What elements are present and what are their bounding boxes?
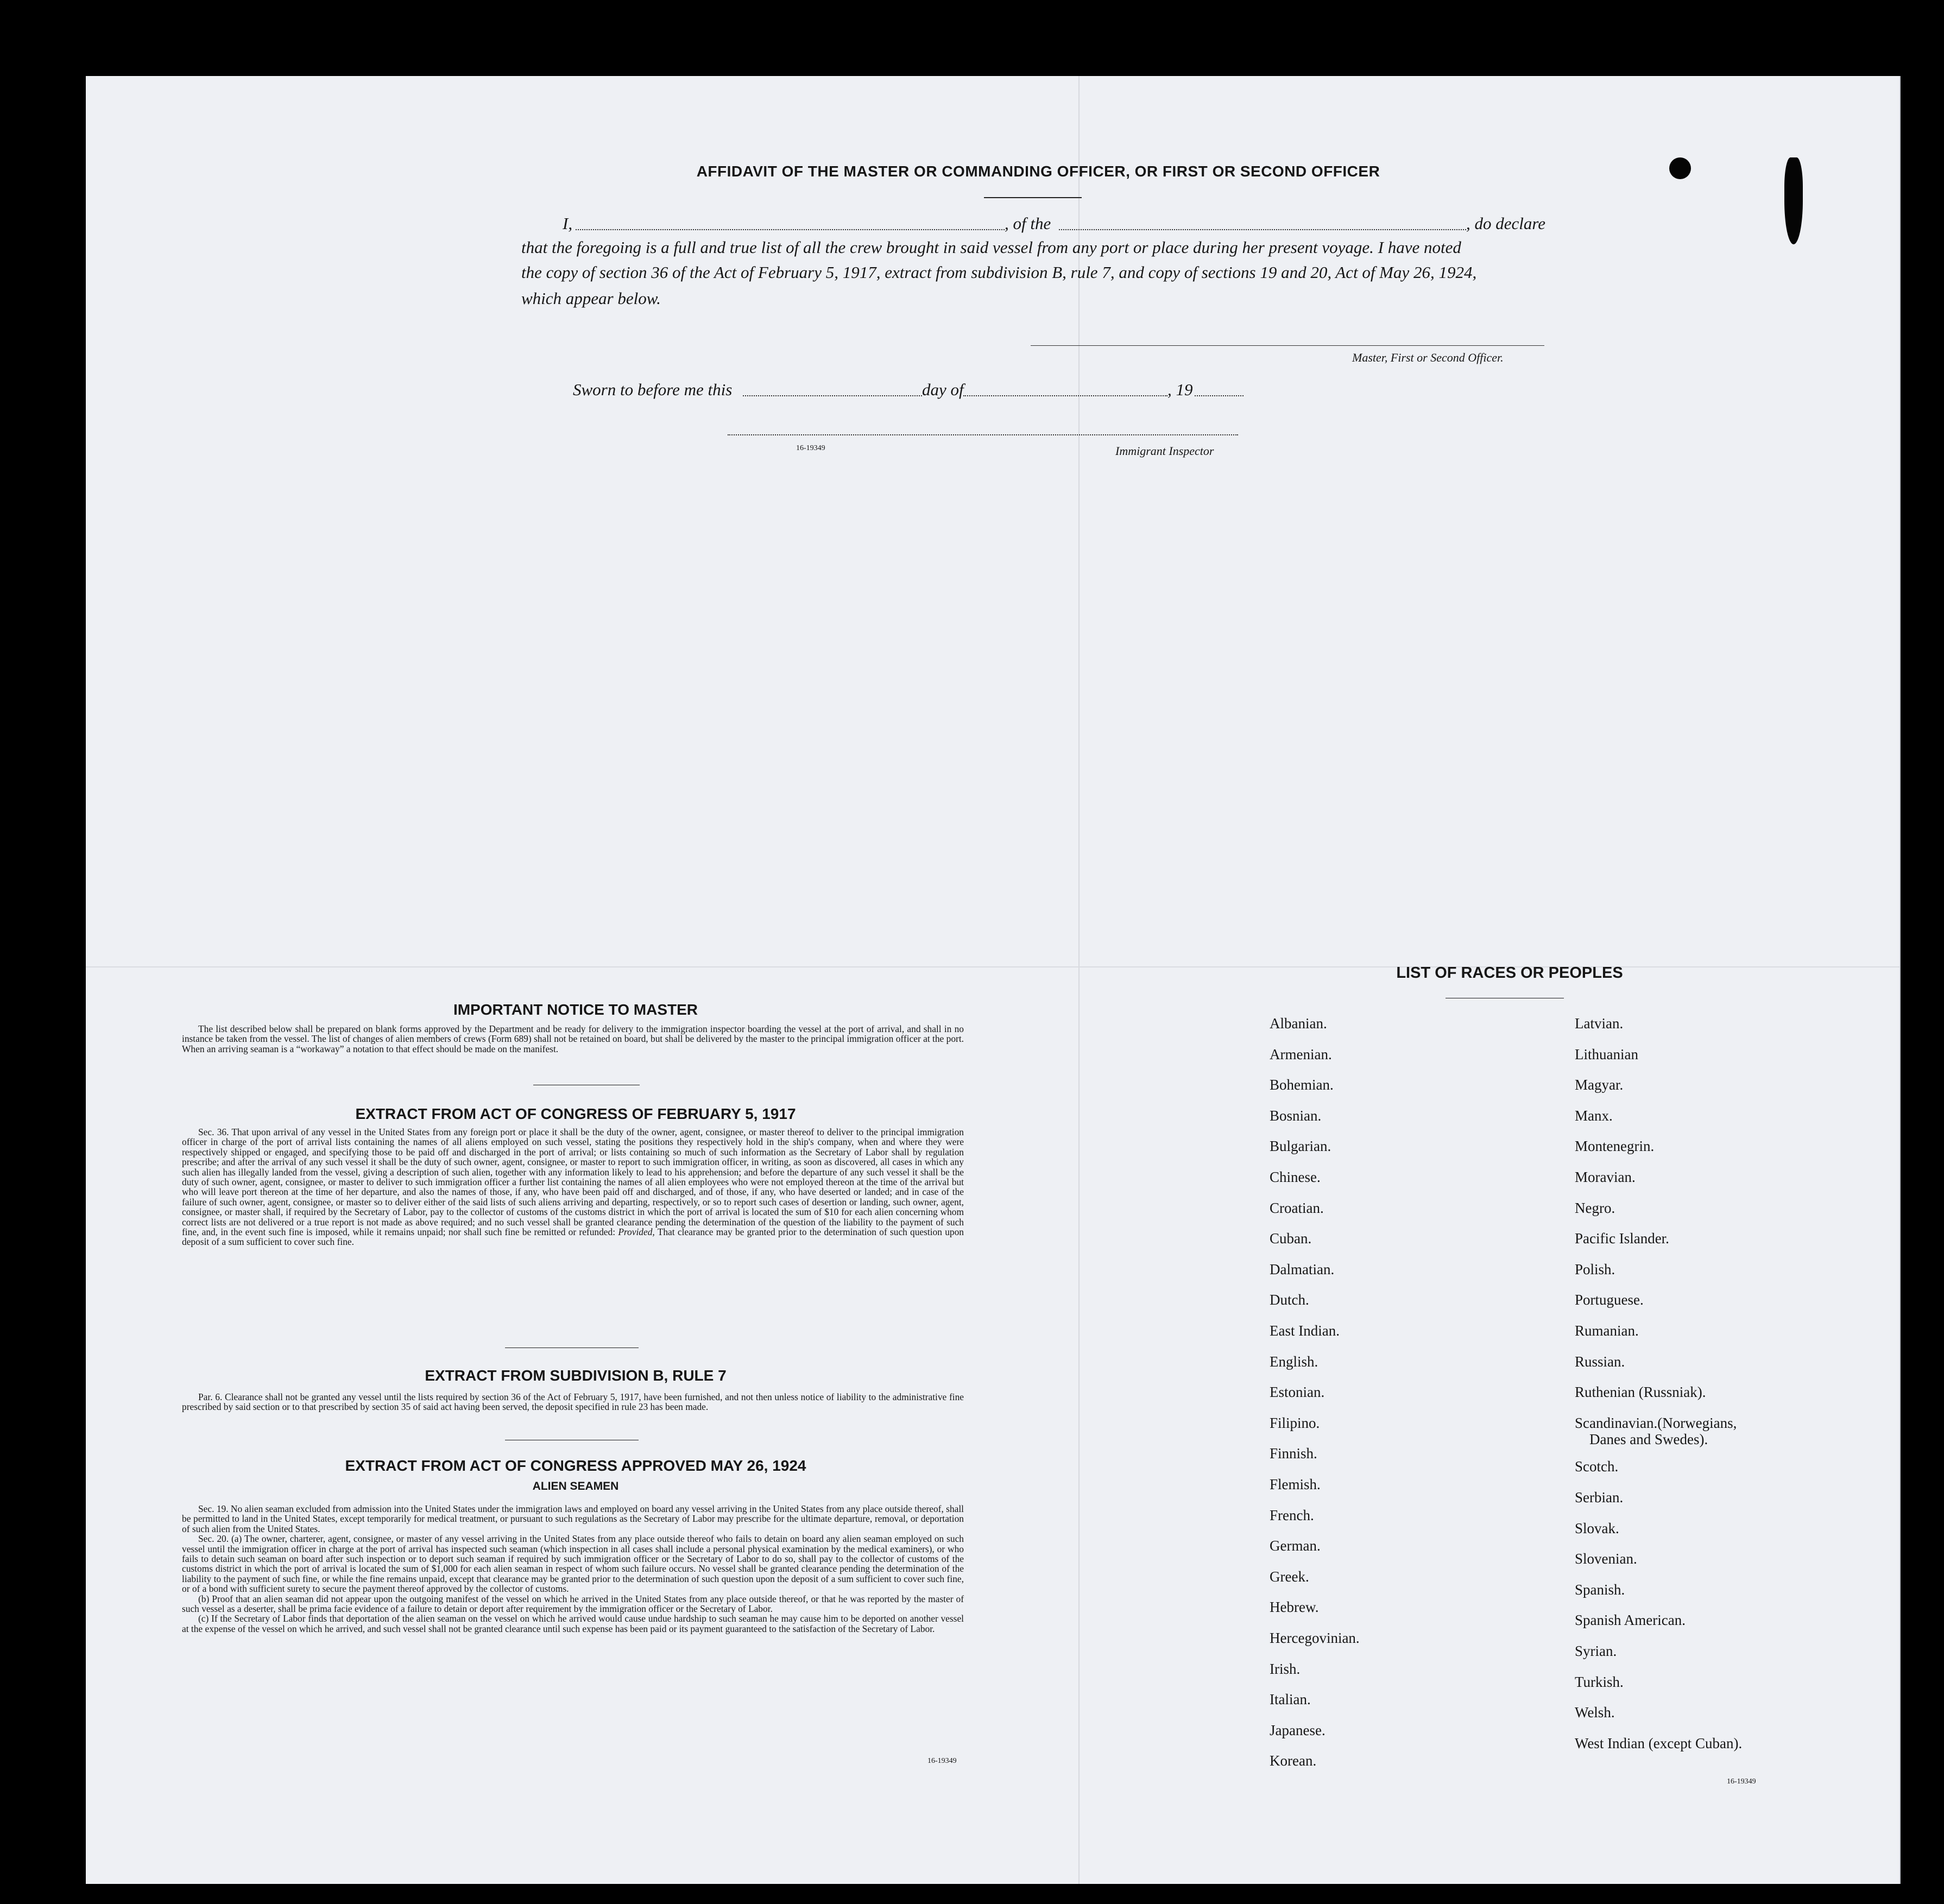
race-item: Slovak. [1575, 1520, 1619, 1536]
race-item: Armenian. [1270, 1046, 1332, 1062]
race-item: Spanish. [1575, 1581, 1625, 1598]
alien-seamen-subtitle: ALIEN SEAMEN [532, 1480, 619, 1492]
master-signature-label: Master, First or Second Officer. [1352, 351, 1504, 364]
inspector-signature-field[interactable] [728, 434, 1238, 435]
races-form-number: 16-19349 [1727, 1778, 1756, 1786]
race-item: Cuban. [1270, 1230, 1312, 1247]
race-item: Portuguese. [1575, 1292, 1644, 1308]
master-signature-field[interactable] [1031, 345, 1544, 346]
races-title: LIST OF RACES OR PEOPLES [1396, 964, 1623, 982]
sec20a-text: Sec. 20. (a) The owner, charterer, agent, consignee, or master of any vessel arriving in the United States from any place outside thereof who fails to detain on board any alien seaman employed on such vessel until the immigration officer in charge at the port of arrival has inspected such seaman (which inspection in all cases shall include a personal physical examination by the medical examiners), or who fails to detain such seaman on board after such inspection or to deport such seaman if required by such immigration officer or the Secretary of Labor to do so, shall pay to the collector of customs of the customs district in which the port of arrival is located the sum of $1,000 for each alien seaman in respect of whom such failure occurs. No vessel shall be granted clearance pending the determination of the liability to the payment of such fine, or while the fine remains unpaid, except that clearance may be granted prior to the determination of such question upon the deposit of a sum sufficient to cover such fine, or of a bond with sufficient surety to secure the payment thereof approved by the collector of customs. [182, 1533, 964, 1595]
race-item: Welsh. [1575, 1704, 1615, 1721]
race-item: Montenegrin. [1575, 1138, 1655, 1155]
race-item: Italian. [1270, 1691, 1311, 1708]
race-item: Croatian. [1270, 1199, 1324, 1216]
race-item: East Indian. [1270, 1323, 1340, 1339]
race-item: Turkish. [1575, 1673, 1624, 1690]
race-item: Spanish American. [1575, 1612, 1686, 1629]
notice-paragraph: The list described below shall be prepared on blank forms approved by the Department and be ready for delivery to the immigration inspector boarding the vessel at the port of arrival, and shall in no instance be taken from the vessel. The list of changes of alien members of crews (Form 689) shall not be retained on board, but shall be delivered by the master to the principal immigration officer at the port. When an arriving seaman is a “workaway” a notation to that effect should be made on the manifest. [182, 1023, 964, 1054]
race-item: Filipino. [1270, 1414, 1320, 1431]
affidavit-line-2: that the foregoing is a full and true list of all the crew brought in said vessel from any port or place during her present voyage. I have noted [521, 238, 1461, 257]
provided-word: Provided, [618, 1226, 655, 1238]
declarant-name-field[interactable] [576, 229, 1005, 230]
affidavit-form-number: 16-19349 [796, 444, 825, 452]
race-item: Japanese. [1270, 1722, 1326, 1738]
race-item: Dutch. [1270, 1292, 1309, 1308]
affidavit-i-label: I, [563, 214, 573, 233]
hole-mark-top-1 [1669, 157, 1691, 179]
extract-1924-title: EXTRACT FROM ACT OF CONGRESS APPROVED MAY 26, 1924 [345, 1457, 806, 1474]
race-item: Dalmatian. [1270, 1261, 1335, 1277]
race-item: French. [1270, 1507, 1314, 1523]
race-item: Negro. [1575, 1199, 1615, 1216]
sec20c-text: (c) If the Secretary of Labor finds that deportation of the alien seaman on the vessel on which he arrived would cause undue hardship to such seaman he may cause him to be deported on another vessel at the expense of the vessel on which he arrived, and such vessel shall not be granted clearance until such expense has been paid or its payment guaranteed to the satisfaction of the Secretary of Labor. [182, 1613, 964, 1634]
fold-line-vertical [1078, 76, 1080, 1884]
sworn-label: Sworn to before me this [573, 380, 733, 399]
year-label: , 19 [1167, 380, 1193, 399]
race-item: Polish. [1575, 1261, 1615, 1277]
race-item: English. [1270, 1353, 1318, 1370]
race-item: Moravian. [1575, 1169, 1636, 1185]
par6-text: Par. 6. Clearance shall not be granted any vessel until the lists required by section 36 of the Act of February 5, 1917, have been furnished, and not then unless notice of liability to the administrative fine prescribed by said section or to that prescribed by section 35 of said act having been served, the deposit specified in rule 23 has been made. [182, 1391, 964, 1413]
sec20b-text: (b) Proof that an alien seaman did not appear upon the outgoing manifest of the vessel on which he arrived in the United States from any place outside thereof, or that he was reported by the master of such vessel as a deserter, shall be prima facie evidence of a failure to detain or deport after requirement by the immigration officer or the Secretary of Labor. [182, 1593, 964, 1615]
extract-1924-text [182, 1504, 964, 1634]
extract-rule7-title: EXTRACT FROM SUBDIVISION B, RULE 7 [425, 1367, 727, 1384]
extract-1917-title: EXTRACT FROM ACT OF CONGRESS OF FEBRUARY 5, 1917 [355, 1105, 796, 1122]
race-item: Magyar. [1575, 1077, 1624, 1093]
extract-form-number: 16-19349 [927, 1757, 957, 1765]
extract-1917-text [182, 1127, 964, 1247]
race-item: Bulgarian. [1270, 1138, 1331, 1155]
race-item: Bosnian. [1270, 1107, 1322, 1124]
race-item: Ruthenian (Russniak). [1575, 1384, 1706, 1401]
sworn-day-field[interactable] [743, 395, 922, 396]
race-item: Irish. [1270, 1660, 1301, 1677]
day-of-label: day of [922, 380, 964, 399]
affidavit-do-declare: , do declare [1466, 214, 1546, 233]
race-item: Flemish. [1270, 1476, 1321, 1492]
race-item: Albanian. [1270, 1015, 1327, 1032]
sworn-month-field[interactable] [963, 395, 1167, 396]
race-item: Scotch. [1575, 1458, 1619, 1475]
race-item: Pacific Islander. [1575, 1230, 1669, 1247]
race-item: Korean. [1270, 1753, 1317, 1769]
race-item: Estonian. [1270, 1384, 1325, 1401]
race-item: Scandinavian.(Norwegians, Danes and Swedes). [1575, 1414, 1737, 1447]
race-item: Finnish. [1270, 1445, 1317, 1462]
sworn-year-field[interactable] [1195, 395, 1244, 396]
race-item: Russian. [1575, 1353, 1625, 1370]
race-item: Lithuanian [1575, 1046, 1638, 1062]
sec19-text: Sec. 19. No alien seaman excluded from admission into the United States under the immigration laws and employed on board any vessel arriving in the United States from any place outside thereof, shall be permitted to land in the United States, except temporarily for medical treatment, or pursuant to such regulations as the Secretary of Labor may prescribe for the ultimate departure, removal, or deportation of such alien from the United States. [182, 1503, 964, 1534]
affidavit-of-the-label: , of the [1005, 214, 1051, 233]
notice-text [182, 1024, 964, 1054]
title-underline [984, 197, 1082, 198]
affidavit-line-3: the copy of section 36 of the Act of February 5, 1917, extract from subdivision B, rule 7, and copy of sections 19 and 20, Act of May 26, 1924, [521, 263, 1477, 282]
notice-title: IMPORTANT NOTICE TO MASTER [453, 1001, 698, 1018]
affidavit-title: AFFIDAVIT OF THE MASTER OR COMMANDING OFFICER, OR FIRST OR SECOND OFFICER [696, 163, 1380, 180]
race-item: German. [1270, 1538, 1321, 1554]
race-item: Rumanian. [1575, 1323, 1639, 1339]
race-item: Serbian. [1575, 1489, 1624, 1506]
race-item: Hercegovinian. [1270, 1630, 1360, 1646]
hole-mark-top-2 [1784, 157, 1803, 244]
extract-rule7-text [182, 1392, 964, 1412]
race-item: Syrian. [1575, 1643, 1617, 1659]
race-item: Greek. [1270, 1568, 1309, 1585]
inspector-label: Immigrant Inspector [1115, 444, 1214, 458]
race-item: Bohemian. [1270, 1077, 1334, 1093]
race-item: Slovenian. [1575, 1551, 1637, 1567]
sec36-text: Sec. 36. That upon arrival of any vessel in the United States from any foreign port or place it shall be the duty of the owner, agent, consignee, or master thereof to deliver to the principal immigration officer in charge of the port of arrival lists containing the names of all aliens employed on such vessel, stating the positions they respectively hold in the ship's company, when and where they were respectively shipped or engaged, and specifying those to be paid off and discharged in the port of arrival; or lists containing so much of such information as the Secretary of Labor shall by regulation prescribe; and after the arrival of any such vessel it shall be the duty of such owner, agent, consignee, or master to report to such immigration officer, in writing, as soon as discovered, all cases in which any such alien has illegally landed from the vessel, giving a description of such alien, together with any information likely to lead to his apprehension; and before the departure of any such vessel it shall be the duty of such owner, agent, consignee, or master to deliver to such immigration officer a further list containing the names of all alien employees who were not employed thereon at the time of the arrival but who will leave port thereon at the time of her departure, and also the names of those, if any, who have been paid off and discharged, and of those, if any, who have deserted or landed; and in case of the failure of such owner, agent, consignee, or master so to deliver either of the said lists of such aliens arriving and departing, respectively, or so to report such cases of desertion or landing, such owner, agent, consignee, or master shall, if required by the Secretary of Labor, pay to the collector of customs of the customs district in which the port of arrival is located the sum of $10 for each alien concerning whom correct lists are not delivered or a true report is not made as above required; and no such vessel shall be granted clearance pending the determination of the question of the liability to the payment of such fine, and, in the event such fine is imposed, while it remains unpaid; nor shall such fine be remitted or refunded: [182, 1127, 964, 1238]
race-item: West Indian (except Cuban). [1575, 1735, 1743, 1751]
race-item: Hebrew. [1270, 1599, 1319, 1616]
affidavit-line-4: which appear below. [521, 289, 661, 308]
race-item: Chinese. [1270, 1169, 1321, 1185]
race-item: Manx. [1575, 1107, 1613, 1124]
sec36-proviso: That clearance may be granted prior to the determination of such question upon deposit of a sum sufficient to cover such fine. [182, 1226, 964, 1248]
vessel-name-field[interactable] [1059, 229, 1466, 230]
race-item: Latvian. [1575, 1015, 1624, 1032]
